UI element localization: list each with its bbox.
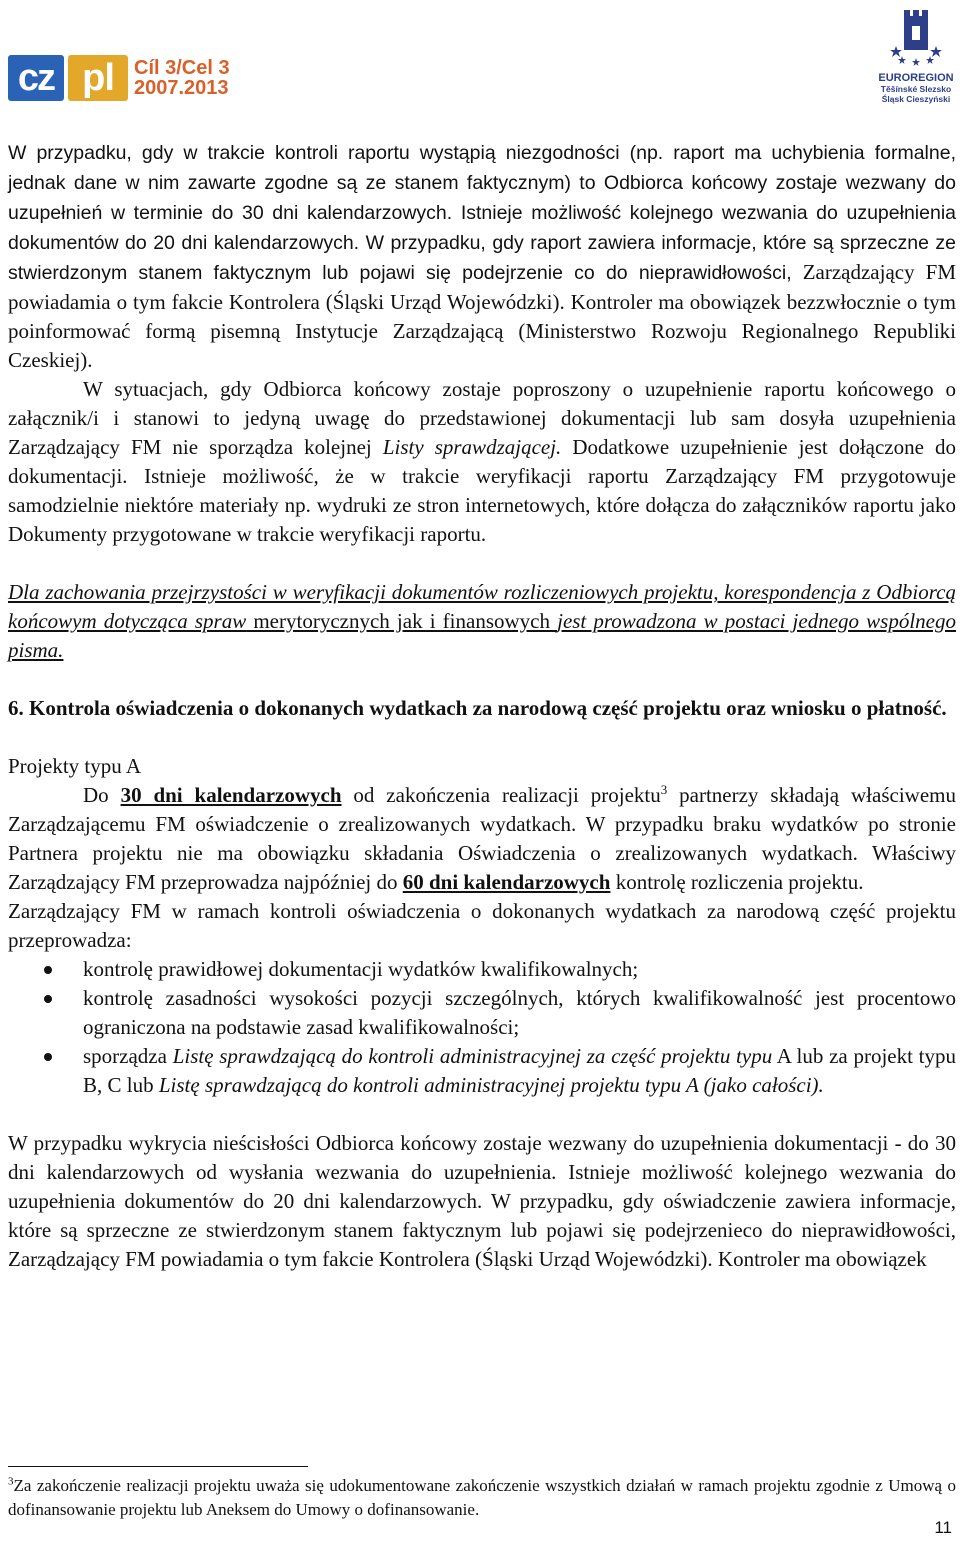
paragraph-correspondence: [8, 578, 956, 665]
underlined-text: merytorycznych jak i finansowych: [246, 609, 558, 633]
euroregion-logo: [876, 6, 956, 104]
paragraph-deadlines: [8, 781, 956, 897]
bullet-icon: [44, 1053, 52, 1061]
bullet-icon: [44, 995, 52, 1003]
italic-underlined-text: jest prowadzona w postaci jednego wspólnego pisma.: [8, 609, 956, 662]
list-item-text: kontrolę prawidłowej dokumentacji wydatków kwalifikowalnych;: [83, 957, 639, 981]
program-logo-line2: 2007.2013: [134, 77, 229, 99]
paragraph-text: Dodatkowe uzupełnienie jest dołączone do dokumentacji. Istnieje możliwość, że w trakcie weryfikacji raportu Zarządzający FM przygotowuje samodzielnie niektóre materiały np. wydruki ze stron internetowych, które dołącza do załączników raportu jako Dokumenty przygotowane w trakcie weryfikacji raportu.: [8, 435, 956, 546]
footnote-mark: 3: [8, 1475, 14, 1488]
section-heading: 6. Kontrola oświadczenia o dokonanych wydatkach za narodową część projektu oraz wniosku o płatność.: [8, 696, 947, 720]
cz-logo-mark: cz: [8, 55, 64, 101]
paragraph-text: Do: [83, 783, 121, 807]
page-number: 11: [934, 1518, 952, 1537]
list-item-text: kontrolę zasadności wysokości pozycji szczególnych, których kwalifikowalność jest procentowo ograniczona na podstawie zasad kwalifikowalności;: [83, 986, 956, 1039]
paragraph-supplement: [8, 375, 956, 549]
italic-text: Listę sprawdzającą do kontroli administracyjnej za część projektu typu: [172, 1044, 773, 1068]
italic-text: Listę sprawdzającą do kontroli administracyjnej projektu typu A (jako całości).: [158, 1073, 824, 1097]
list-item: [8, 984, 956, 1042]
paragraph-text: od zakończenia realizacji projektu: [341, 783, 661, 807]
italic-text: Listy sprawdzającej.: [382, 435, 562, 459]
paragraph-text: Zarządzający FM powiadamia o tym fakcie Kontrolera (Śląski Urząd Wojewódzki). Kontroler ma obowiązek bezzwłocznie o tym poinformować formą pisemną Instytucje Zarządzającą (Ministerstwo Rozwoju Regionalnego Republiki Czeskiej).: [8, 260, 956, 372]
italic-underlined-text: Dla zachowania przejrzystości w weryfikacji dokumentów rozliczeniowych projektu, korespondencja z Odbiorcą końcowym dotycząca spraw: [8, 580, 956, 633]
document-body: [8, 138, 956, 1274]
list-item-text: A lub za projekt typu B, C lub: [83, 1044, 956, 1097]
footnote: [8, 1474, 956, 1522]
page-header: [0, 0, 960, 130]
footnote-text: Za zakończenie realizacji projektu uważa się udokumentowane zakończenie wszystkich działań w ramach projektu zgodnie z Umową o dofinansowanie projektu lub Aneksem do Umowy o dofinansowanie.: [8, 1476, 956, 1519]
paragraph-inconsistencies: W przypadku wykrycia nieścisłości Odbiorca końcowy zostaje wezwany do uzupełnienia dokumentacji - do 30 dni kalendarzowych od wysłania wezwania do uzupełnienia. Istnieje możliwość kolejnego wezwania do uzupełnienia dokumentów do 20 dni kalendarzowych. W przypadku, gdy oświadczenie zawiera informacje, które są sprzeczne ze stwierdzonym stanem faktycznym lub pojawi się podejrzenieco do nieprawidłowości, Zarządzający FM powiadamia o tym fakcie Kontrolera (Śląski Urząd Wojewódzki). Kontroler ma obowiązek: [8, 1131, 956, 1271]
list-item-text: sporządza: [83, 1044, 173, 1068]
footnote-separator: [8, 1466, 308, 1467]
castle-tower-icon: [888, 6, 944, 70]
euroregion-subtitle-cz: Těšínské Slezsko: [880, 84, 952, 94]
paragraph-text: W sytuacjach, gdy Odbiorca końcowy zostaje poproszony o uzupełnienie raportu końcowego o załącznik/i i stanowi to jedyną uwagę do przedstawionej dokumentacji lub sam dosyła uzupełnienia Zarządzający FM nie sporządza kolejnej: [8, 377, 956, 459]
paragraph-text: partnerzy składają właściwemu Zarządzającemu FM oświadczenie o zrealizowanych wydatkach. W przypadku braku wydatków po stronie Partnera projektu nie ma obowiązku składania Oświadczenia o zrealizowanych wydatkach. Właściwy Zarządzający FM przeprowadza najpóźniej do: [8, 783, 956, 894]
deadline-emphasis: 30 dni kalendarzowych: [120, 783, 342, 807]
list-item: [8, 1042, 956, 1100]
deadline-emphasis: 60 dni kalendarzowych: [402, 870, 611, 894]
paragraph-text: W przypadku, gdy w trakcie kontroli raportu wystąpią niezgodności (np. raport ma uchybienia formalne, jednak dane w nim zawarte zgodne są ze stanem faktycznym) to Odbiorca końcowy zostaje wezwany do uzupełnień w terminie do 30 dni kalendarzowych. Istnieje możliwość kolejnego wezwania do uzupełnienia dokumentów do 20 dni kalendarzowych. W przypadku, gdy raport zawiera informacje, które są sprzeczne ze stwierdzonym stanem faktycznym lub pojawi się podejrzenie co do nieprawidłowości,: [8, 142, 956, 284]
paragraph-verification-discrepancies: [8, 138, 956, 375]
list-item: [8, 955, 956, 984]
paragraph-control-scope: Zarządzający FM w ramach kontroli oświadczenia o dokonanych wydatkach za narodową część projektu przeprowadza:: [8, 899, 956, 952]
paragraph-text: kontrolę rozliczenia projektu.: [610, 870, 864, 894]
footnote-reference: 3: [660, 782, 668, 797]
czpl-logo: [8, 55, 230, 101]
euroregion-title: EUROREGION: [878, 72, 954, 84]
section-subtitle: Projekty typu A: [8, 754, 142, 778]
euroregion-subtitle-pl: Śląsk Cieszyński: [881, 94, 951, 104]
bullet-icon: [44, 966, 52, 974]
program-logo-line1: Cíl 3/Cel 3: [134, 57, 230, 79]
pl-logo-mark: pl: [68, 55, 128, 101]
program-logo-text: [134, 58, 230, 98]
control-list: [8, 955, 956, 1100]
